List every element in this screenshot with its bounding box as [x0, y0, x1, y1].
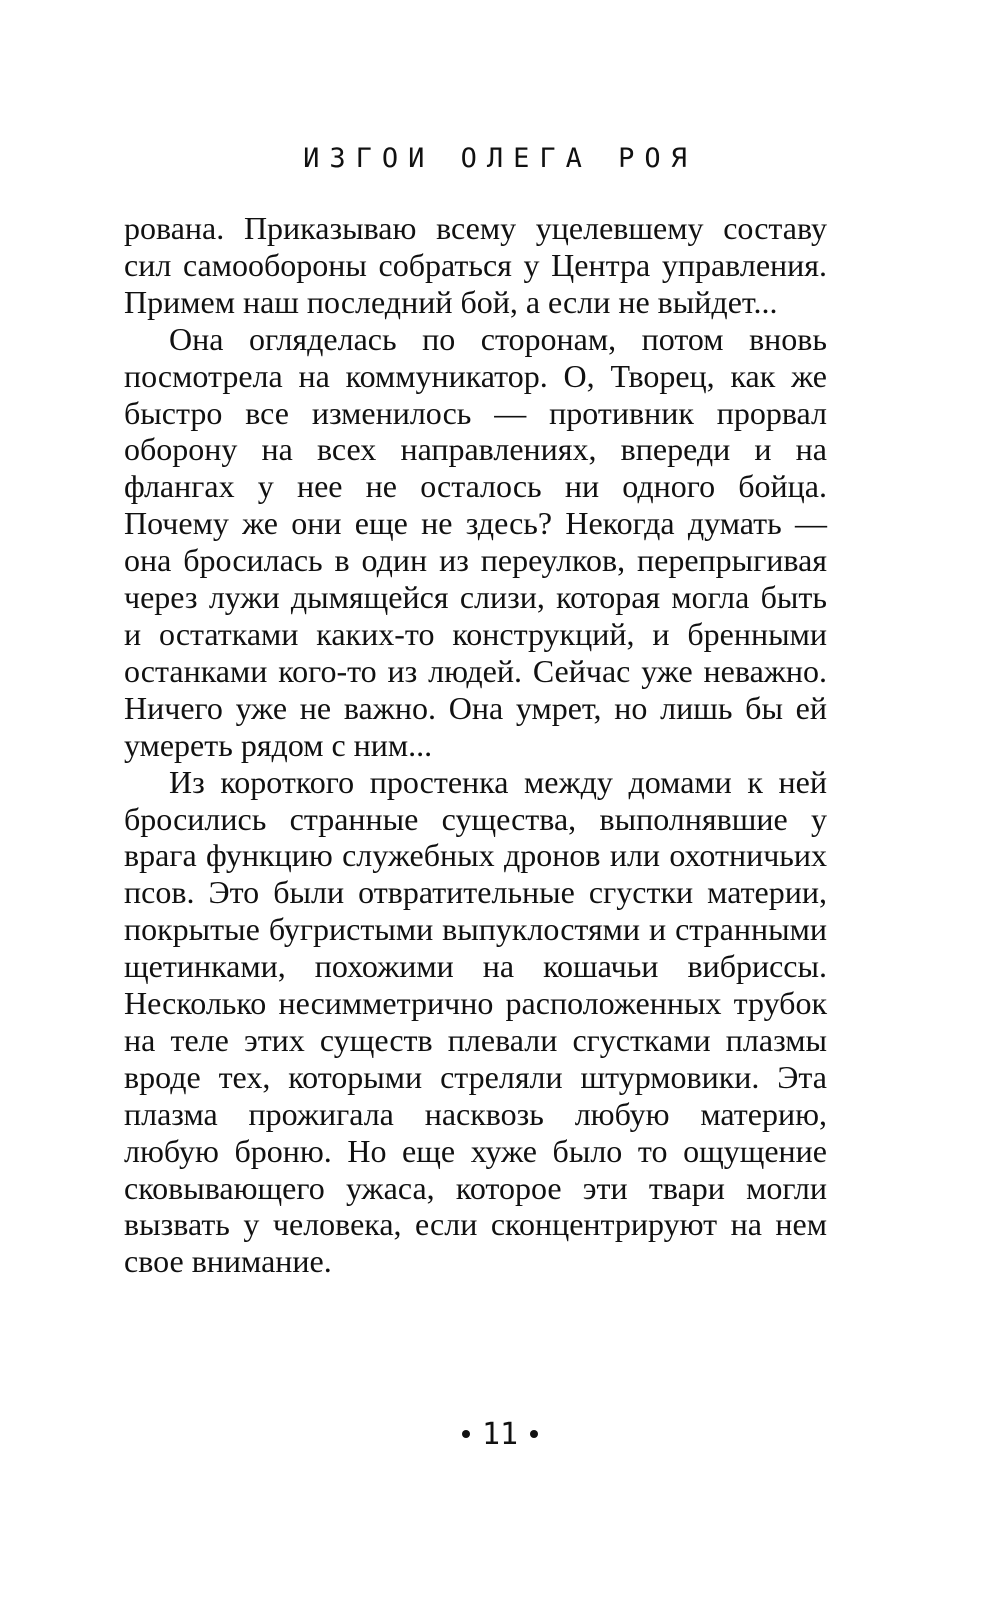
body-text: [124, 210, 827, 1280]
running-head: ИЗГОИ ОЛЕГА РОЯ: [303, 143, 697, 174]
page-number: 11: [481, 1417, 519, 1452]
bullet-left-icon: [462, 1430, 470, 1438]
paragraph: Она огляделась по сторонам, потом вновь посмотрела на коммуникатор. О, Творец, как же быстро все изменилось — противник прорвал оборону на всех направлениях, впереди и на флангах у нее не осталось ни одного бойца. Почему же они еще не здесь? Некогда думать — она бросилась в один из переулков, перепрыгивая через лужи дымящейся слизи, которая могла быть и остатками каких-то конструкций, и бренными останками кого-то из людей. Сейчас уже неважно. Ничего уже не важно. Она умрет, но лишь бы ей умереть рядом с ним...: [124, 320, 827, 763]
paragraph-continued: рована. Приказываю всему уцелевшему составу сил самообороны собраться у Центра управления. Примем наш последний бой, а если не выйдет...: [124, 210, 827, 320]
folio: [0, 1417, 1000, 1452]
bullet-right-icon: [530, 1430, 538, 1438]
paragraph: Из короткого простенка между домами к ней бросились странные существа, выполнявшие у врага функцию служебных дронов или охотничьих псов. Это были отвратительные сгустки материи, покрытые бугристыми выпуклостями и странными щетинками, похожими на кошачьи вибриссы. Несколько несимметрично расположенных трубок на теле этих существ плевали сгустками плазмы вроде тех, которыми стреляли штурмовики. Эта плазма прожигала насквозь любую материю, любую броню. Но еще хуже было то ощущение сковывающего ужаса, которое эти твари могли вызвать у человека, если сконцентрируют на нем свое внимание.: [124, 763, 827, 1280]
